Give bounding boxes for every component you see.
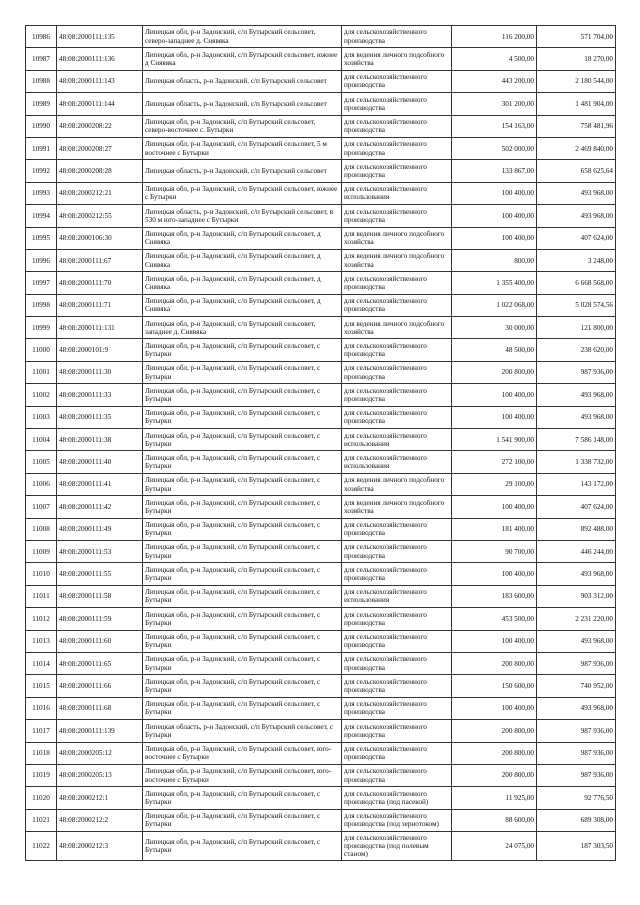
table-row <box>26 160 616 182</box>
address-cell: Липецкая обл, р-н Задонский, с/п Бутырский сельсовет, д Снявяка <box>143 249 342 271</box>
cadastral-number-cell: 48:08:2000111:59 <box>57 608 143 630</box>
cadastral-value-cell: 493 968,00 <box>537 384 616 406</box>
area-cell: 183 600,00 <box>452 585 537 607</box>
row-number-cell: 10994 <box>26 205 57 227</box>
cadastral-value-cell: 121 800,00 <box>537 317 616 339</box>
address-cell: Липецкая обл, р-н Задонский, с/п Бутырский сельсовет, с Бутырки <box>143 675 342 697</box>
address-cell: Липецкая область, р-н Задонский, с/п Бутырский сельсовет, в 530 м юго-западнее с Бутырки <box>143 205 342 227</box>
land-use-cell: для сельскохозяйственного производства <box>342 294 452 316</box>
land-use-cell: для сельскохозяйственного производства <box>342 742 452 764</box>
cadastral-value-cell: 143 172,00 <box>537 473 616 495</box>
cadastral-number-cell: 48:08:2000208:27 <box>57 137 143 159</box>
cadastral-number-cell: 48:08:2000111:135 <box>57 26 143 48</box>
land-use-cell: для сельскохозяйственного производства <box>342 160 452 182</box>
row-number-cell: 10988 <box>26 70 57 92</box>
table-row <box>26 720 616 742</box>
land-use-cell: для сельскохозяйственного производства <box>342 540 452 562</box>
cadastral-number-cell: 48:08:2000111:49 <box>57 518 143 540</box>
row-number-cell: 11018 <box>26 742 57 764</box>
row-number-cell: 10996 <box>26 249 57 271</box>
table-row <box>26 764 616 786</box>
table-row <box>26 608 616 630</box>
cadastral-number-cell: 48:08:2000111:53 <box>57 540 143 562</box>
table-row <box>26 563 616 585</box>
land-use-cell: для сельскохозяйственного производства <box>342 339 452 361</box>
table-row <box>26 429 616 451</box>
area-cell: 100 400,00 <box>452 227 537 249</box>
row-number-cell: 10989 <box>26 93 57 115</box>
cadastral-value-cell: 758 481,96 <box>537 115 616 137</box>
table-row <box>26 93 616 115</box>
cadastral-number-cell: 48:08:2000208:22 <box>57 115 143 137</box>
area-cell: 100 400,00 <box>452 406 537 428</box>
cadastral-value-cell: 987 936,00 <box>537 720 616 742</box>
row-number-cell: 10995 <box>26 227 57 249</box>
cadastral-number-cell: 48:08:2000212:3 <box>57 832 143 861</box>
table-row <box>26 496 616 518</box>
cadastral-number-cell: 48:08:2000111:71 <box>57 294 143 316</box>
cadastral-number-cell: 48:08:2000212:21 <box>57 182 143 204</box>
land-use-cell: для сельскохозяйственного производства <box>342 115 452 137</box>
table-row <box>26 832 616 861</box>
cadastral-value-cell: 1 338 732,00 <box>537 451 616 473</box>
table-row <box>26 137 616 159</box>
cadastral-number-cell: 48:08:2000111:143 <box>57 70 143 92</box>
area-cell: 200 800,00 <box>452 720 537 742</box>
area-cell: 100 400,00 <box>452 205 537 227</box>
address-cell: Липецкая обл, р-н Задонский, с/п Бутырский сельсовет, с Бутырки <box>143 608 342 630</box>
table-row <box>26 227 616 249</box>
cadastral-value-cell: 493 968,00 <box>537 406 616 428</box>
area-cell: 48 500,00 <box>452 339 537 361</box>
cadastral-value-cell: 92 776,50 <box>537 787 616 809</box>
cadastral-number-cell: 48:08:2000212:1 <box>57 787 143 809</box>
area-cell: 100 400,00 <box>452 630 537 652</box>
table-row <box>26 70 616 92</box>
cadastral-number-cell: 48:08:2000111:42 <box>57 496 143 518</box>
table-row <box>26 697 616 719</box>
address-cell: Липецкая обл, р-н Задонский, с/п Бутырский сельсовет, с Бутырки <box>143 809 342 831</box>
row-number-cell: 11008 <box>26 518 57 540</box>
land-use-cell: для сельскохозяйственного производства <box>342 518 452 540</box>
area-cell: 200 800,00 <box>452 361 537 383</box>
land-use-cell: для сельскохозяйственного производства <box>342 697 452 719</box>
area-cell: 453 500,00 <box>452 608 537 630</box>
cadastral-number-cell: 48:08:2000111:144 <box>57 93 143 115</box>
row-number-cell: 11004 <box>26 429 57 451</box>
cadastral-number-cell: 48:08:2000106:30 <box>57 227 143 249</box>
table-row <box>26 249 616 271</box>
table-row <box>26 294 616 316</box>
table-row <box>26 272 616 294</box>
address-cell: Липецкая обл, р-н Задонский, с/п Бутырский сельсовет, юго-восточнее с Бутырки <box>143 742 342 764</box>
cadastral-value-cell: 407 624,00 <box>537 227 616 249</box>
land-use-cell: для сельскохозяйственного производства <box>342 26 452 48</box>
land-use-cell: для сельскохозяйственного использования <box>342 429 452 451</box>
cadastral-value-cell: 987 936,00 <box>537 361 616 383</box>
land-use-cell: для сельскохозяйственного производства <box>342 272 452 294</box>
table-row <box>26 630 616 652</box>
address-cell: Липецкая обл, р-н Задонский, с/п Бутырский сельсовет, северо-западнее д. Снявяка <box>143 26 342 48</box>
land-parcels-table <box>25 25 616 861</box>
address-cell: Липецкая обл, р-н Задонский, с/п Бутырский сельсовет, с Бутырки <box>143 630 342 652</box>
address-cell: Липецкая обл, р-н Задонский, с/п Бутырский сельсовет, с Бутырки <box>143 451 342 473</box>
row-number-cell: 10990 <box>26 115 57 137</box>
address-cell: Липецкая обл, р-н Задонский, с/п Бутырский сельсовет, западнее д. Снявяка <box>143 317 342 339</box>
area-cell: 154 163,00 <box>452 115 537 137</box>
address-cell: Липецкая обл, р-н Задонский, с/п Бутырский сельсовет, юго-восточнее с Бутырки <box>143 764 342 786</box>
table-row <box>26 809 616 831</box>
area-cell: 181 400,00 <box>452 518 537 540</box>
address-cell: Липецкая обл, р-н Задонский, с/п Бутырский сельсовет, с Бутырки <box>143 585 342 607</box>
cadastral-number-cell: 48:08:2000111:139 <box>57 720 143 742</box>
cadastral-value-cell: 238 620,00 <box>537 339 616 361</box>
cadastral-value-cell: 903 312,00 <box>537 585 616 607</box>
cadastral-number-cell: 48:08:2000111:38 <box>57 429 143 451</box>
area-cell: 100 400,00 <box>452 496 537 518</box>
land-use-cell: для ведения личного подсобного хозяйства <box>342 473 452 495</box>
cadastral-value-cell: 987 936,00 <box>537 742 616 764</box>
address-cell: Липецкая обл, р-н Задонский, с/п Бутырский сельсовет, южнее с Бутырки <box>143 182 342 204</box>
cadastral-number-cell: 48:08:2000111:131 <box>57 317 143 339</box>
row-number-cell: 11014 <box>26 652 57 674</box>
cadastral-value-cell: 740 952,00 <box>537 675 616 697</box>
area-cell: 133 867,00 <box>452 160 537 182</box>
area-cell: 4 500,00 <box>452 48 537 70</box>
area-cell: 29 100,00 <box>452 473 537 495</box>
cadastral-number-cell: 48:08:2000111:70 <box>57 272 143 294</box>
cadastral-value-cell: 187 303,50 <box>537 832 616 861</box>
row-number-cell: 11005 <box>26 451 57 473</box>
row-number-cell: 11020 <box>26 787 57 809</box>
table-row <box>26 540 616 562</box>
table-row <box>26 585 616 607</box>
row-number-cell: 11002 <box>26 384 57 406</box>
cadastral-number-cell: 48:08:2000111:30 <box>57 361 143 383</box>
cadastral-number-cell: 48:08:2000111:35 <box>57 406 143 428</box>
table-body <box>26 26 616 861</box>
area-cell: 30 000,00 <box>452 317 537 339</box>
address-cell: Липецкая обл, р-н Задонский, с/п Бутырский сельсовет, южнее д Снявяка <box>143 48 342 70</box>
address-cell: Липецкая обл, р-н Задонский, с/п Бутырский сельсовет, с Бутырки <box>143 563 342 585</box>
row-number-cell: 11009 <box>26 540 57 562</box>
cadastral-value-cell: 1 481 904,00 <box>537 93 616 115</box>
area-cell: 100 400,00 <box>452 697 537 719</box>
address-cell: Липецкая обл, р-н Задонский, с/п Бутырский сельсовет, с Бутырки <box>143 787 342 809</box>
address-cell: Липецкая обл, р-н Задонский, с/п Бутырский сельсовет, д Снявяка <box>143 294 342 316</box>
row-number-cell: 11006 <box>26 473 57 495</box>
land-use-cell: для сельскохозяйственного производства <box>342 630 452 652</box>
land-use-cell: для сельскохозяйственного производства (под пасекой) <box>342 787 452 809</box>
cadastral-number-cell: 48:08:2000111:33 <box>57 384 143 406</box>
area-cell: 88 600,00 <box>452 809 537 831</box>
cadastral-value-cell: 2 469 840,00 <box>537 137 616 159</box>
table-row <box>26 317 616 339</box>
cadastral-number-cell: 48:08:2000111:66 <box>57 675 143 697</box>
row-number-cell: 11000 <box>26 339 57 361</box>
row-number-cell: 10999 <box>26 317 57 339</box>
cadastral-number-cell: 48:08:2000111:55 <box>57 563 143 585</box>
row-number-cell: 10991 <box>26 137 57 159</box>
land-use-cell: для сельскохозяйственного производства <box>342 70 452 92</box>
row-number-cell: 11021 <box>26 809 57 831</box>
row-number-cell: 11011 <box>26 585 57 607</box>
cadastral-number-cell: 48:08:2000111:65 <box>57 652 143 674</box>
land-use-cell: для ведения личного подсобного хозяйства <box>342 48 452 70</box>
table-row <box>26 115 616 137</box>
area-cell: 800,00 <box>452 249 537 271</box>
table-row <box>26 26 616 48</box>
cadastral-value-cell: 407 624,00 <box>537 496 616 518</box>
row-number-cell: 11017 <box>26 720 57 742</box>
area-cell: 1 355 400,00 <box>452 272 537 294</box>
land-use-cell: для сельскохозяйственного производства <box>342 137 452 159</box>
cadastral-value-cell: 6 668 568,00 <box>537 272 616 294</box>
address-cell: Липецкая обл, р-н Задонский, с/п Бутырский сельсовет, с Бутырки <box>143 384 342 406</box>
land-use-cell: для ведения личного подсобного хозяйства <box>342 317 452 339</box>
address-cell: Липецкая обл, р-н Задонский, с/п Бутырский сельсовет, 5 м восточнее с Бутырки <box>143 137 342 159</box>
land-use-cell: для сельскохозяйственного производства (под полевым станом) <box>342 832 452 861</box>
address-cell: Липецкая обл, р-н Задонский, с/п Бутырский сельсовет, с Бутырки <box>143 473 342 495</box>
cadastral-value-cell: 3 248,00 <box>537 249 616 271</box>
row-number-cell: 10987 <box>26 48 57 70</box>
cadastral-value-cell: 7 586 148,00 <box>537 429 616 451</box>
address-cell: Липецкая обл, р-н Задонский, с/п Бутырский сельсовет, с Бутырки <box>143 406 342 428</box>
land-use-cell: для сельскохозяйственного производства <box>342 93 452 115</box>
cadastral-value-cell: 5 028 574,56 <box>537 294 616 316</box>
cadastral-value-cell: 2 231 220,00 <box>537 608 616 630</box>
row-number-cell: 11013 <box>26 630 57 652</box>
table-row <box>26 406 616 428</box>
area-cell: 200 800,00 <box>452 764 537 786</box>
cadastral-number-cell: 48:08:2000111:40 <box>57 451 143 473</box>
address-cell: Липецкая обл, р-н Задонский, с/п Бутырский сельсовет, с Бутырки <box>143 361 342 383</box>
area-cell: 100 400,00 <box>452 182 537 204</box>
address-cell: Липецкая область, р-н Задонский, с/п Бутырский сельсовет <box>143 93 342 115</box>
land-use-cell: для сельскохозяйственного производства <box>342 406 452 428</box>
land-use-cell: для ведения личного подсобного хозяйства <box>342 227 452 249</box>
table-row <box>26 451 616 473</box>
row-number-cell: 11022 <box>26 832 57 861</box>
address-cell: Липецкая обл, р-н Задонский, с/п Бутырский сельсовет, с Бутырки <box>143 540 342 562</box>
row-number-cell: 11003 <box>26 406 57 428</box>
area-cell: 100 400,00 <box>452 563 537 585</box>
row-number-cell: 10997 <box>26 272 57 294</box>
row-number-cell: 10993 <box>26 182 57 204</box>
row-number-cell: 11001 <box>26 361 57 383</box>
table-row <box>26 339 616 361</box>
land-use-cell: для сельскохозяйственного производства <box>342 652 452 674</box>
cadastral-number-cell: 48:08:2000111:41 <box>57 473 143 495</box>
row-number-cell: 11019 <box>26 764 57 786</box>
table-row <box>26 652 616 674</box>
cadastral-value-cell: 493 968,00 <box>537 563 616 585</box>
cadastral-number-cell: 48:08:2000101:9 <box>57 339 143 361</box>
land-use-cell: для сельскохозяйственного использования <box>342 182 452 204</box>
cadastral-value-cell: 493 968,00 <box>537 182 616 204</box>
table-row <box>26 787 616 809</box>
address-cell: Липецкая обл, р-н Задонский, с/п Бутырский сельсовет, с Бутырки <box>143 697 342 719</box>
cadastral-value-cell: 987 936,00 <box>537 764 616 786</box>
table-row <box>26 48 616 70</box>
row-number-cell: 10986 <box>26 26 57 48</box>
table-row <box>26 473 616 495</box>
cadastral-number-cell: 48:08:2000205:13 <box>57 764 143 786</box>
area-cell: 1 541 900,00 <box>452 429 537 451</box>
land-use-cell: для сельскохозяйственного производства <box>342 361 452 383</box>
land-use-cell: для ведения личного подсобного хозяйства <box>342 249 452 271</box>
row-number-cell: 11010 <box>26 563 57 585</box>
cadastral-value-cell: 493 968,00 <box>537 697 616 719</box>
cadastral-number-cell: 48:08:2000208:28 <box>57 160 143 182</box>
area-cell: 301 200,00 <box>452 93 537 115</box>
area-cell: 502 000,00 <box>452 137 537 159</box>
area-cell: 1 022 068,00 <box>452 294 537 316</box>
address-cell: Липецкая обл, р-н Задонский, с/п Бутырский сельсовет, д Снявяка <box>143 272 342 294</box>
land-use-cell: для сельскохозяйственного производства <box>342 384 452 406</box>
address-cell: Липецкая обл, р-н Задонский, с/п Бутырский сельсовет, с Бутырки <box>143 652 342 674</box>
cadastral-number-cell: 48:08:2000111:67 <box>57 249 143 271</box>
address-cell: Липецкая обл, р-н Задонский, с/п Бутырский сельсовет, с Бутырки <box>143 429 342 451</box>
cadastral-value-cell: 18 270,00 <box>537 48 616 70</box>
land-use-cell: для сельскохозяйственного производства <box>342 675 452 697</box>
row-number-cell: 10992 <box>26 160 57 182</box>
address-cell: Липецкая обл, р-н Задонский, с/п Бутырский сельсовет, с Бутырки <box>143 496 342 518</box>
cadastral-number-cell: 48:08:2000111:58 <box>57 585 143 607</box>
table-row <box>26 361 616 383</box>
cadastral-value-cell: 493 968,00 <box>537 205 616 227</box>
land-use-cell: для сельскохозяйственного производства <box>342 764 452 786</box>
land-use-cell: для сельскохозяйственного производства <box>342 563 452 585</box>
land-use-cell: для сельскохозяйственного производства <box>342 608 452 630</box>
cadastral-value-cell: 658 625,64 <box>537 160 616 182</box>
address-cell: Липецкая обл, р-н Задонский, с/п Бутырский сельсовет, с Бутырки <box>143 518 342 540</box>
table-row <box>26 518 616 540</box>
row-number-cell: 10998 <box>26 294 57 316</box>
area-cell: 116 200,00 <box>452 26 537 48</box>
cadastral-number-cell: 48:08:2000111:60 <box>57 630 143 652</box>
cadastral-value-cell: 689 308,00 <box>537 809 616 831</box>
cadastral-number-cell: 48:08:2000212:55 <box>57 205 143 227</box>
area-cell: 200 800,00 <box>452 742 537 764</box>
address-cell: Липецкая область, р-н Задонский, с/п Бутырский сельсовет, с Бутырки <box>143 720 342 742</box>
land-use-cell: для сельскохозяйственного производства (под зернотоком) <box>342 809 452 831</box>
row-number-cell: 11007 <box>26 496 57 518</box>
area-cell: 443 200,00 <box>452 70 537 92</box>
cadastral-value-cell: 493 968,00 <box>537 630 616 652</box>
address-cell: Липецкая область, р-н Задонский, с/п Бутырский сельсовет <box>143 70 342 92</box>
land-use-cell: для сельскохозяйственного производства <box>342 205 452 227</box>
address-cell: Липецкая обл, р-н Задонский, с/п Бутырский сельсовет, с Бутырки <box>143 832 342 861</box>
cadastral-number-cell: 48:08:2000111:68 <box>57 697 143 719</box>
land-use-cell: для сельскохозяйственного использования <box>342 451 452 473</box>
land-use-cell: для ведения личного подсобного хозяйства <box>342 496 452 518</box>
area-cell: 11 925,00 <box>452 787 537 809</box>
area-cell: 24 075,00 <box>452 832 537 861</box>
cadastral-value-cell: 2 180 544,00 <box>537 70 616 92</box>
cadastral-value-cell: 892 488,00 <box>537 518 616 540</box>
table-row <box>26 205 616 227</box>
cadastral-value-cell: 571 704,00 <box>537 26 616 48</box>
table-row <box>26 675 616 697</box>
address-cell: Липецкая обл, р-н Задонский, с/п Бутырский сельсовет, д Снявяка <box>143 227 342 249</box>
row-number-cell: 11015 <box>26 675 57 697</box>
land-use-cell: для сельскохозяйственного использования <box>342 585 452 607</box>
cadastral-value-cell: 987 936,00 <box>537 652 616 674</box>
area-cell: 90 700,00 <box>452 540 537 562</box>
address-cell: Липецкая обл, р-н Задонский, с/п Бутырский сельсовет, с Бутырки <box>143 339 342 361</box>
area-cell: 272 100,00 <box>452 451 537 473</box>
area-cell: 100 400,00 <box>452 384 537 406</box>
cadastral-number-cell: 48:08:2000111:136 <box>57 48 143 70</box>
row-number-cell: 11016 <box>26 697 57 719</box>
table-row <box>26 742 616 764</box>
address-cell: Липецкая обл, р-н Задонский, с/п Бутырский сельсовет, северо-восточнее с. Бутырки <box>143 115 342 137</box>
area-cell: 200 800,00 <box>452 652 537 674</box>
row-number-cell: 11012 <box>26 608 57 630</box>
address-cell: Липецкая область, р-н Задонский, с/п Бутырский сельсовет <box>143 160 342 182</box>
table-row <box>26 384 616 406</box>
cadastral-number-cell: 48:08:2000212:2 <box>57 809 143 831</box>
table-row <box>26 182 616 204</box>
area-cell: 150 600,00 <box>452 675 537 697</box>
cadastral-number-cell: 48:08:2000205:12 <box>57 742 143 764</box>
cadastral-value-cell: 446 244,00 <box>537 540 616 562</box>
land-use-cell: для сельскохозяйственного производства <box>342 720 452 742</box>
